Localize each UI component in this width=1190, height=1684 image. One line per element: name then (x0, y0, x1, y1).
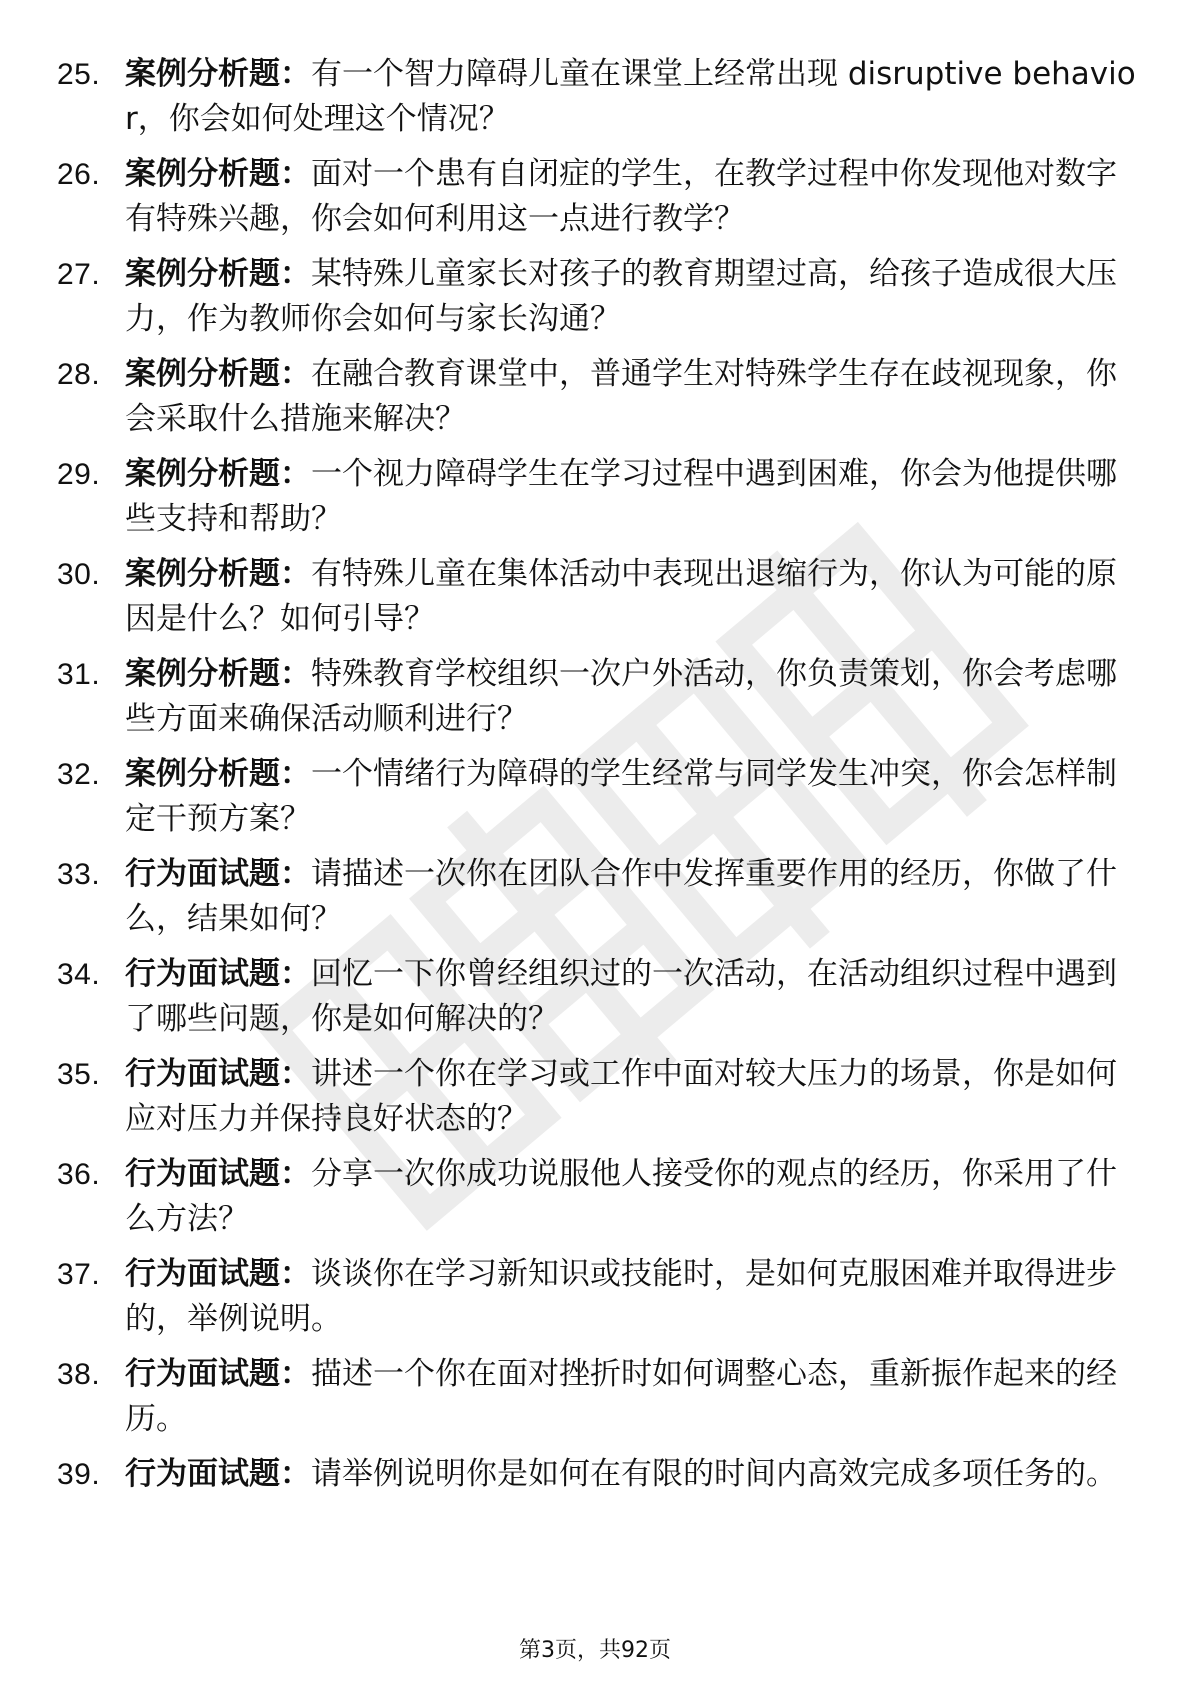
question-number: 32. (57, 758, 101, 791)
question-body (119, 1252, 1137, 1342)
question-category: 行为面试题： (125, 1456, 311, 1492)
question-text: 请举例说明你是如何在有限的时间内高效完成多项任务的。 (311, 1456, 1117, 1492)
question-text: 一个视力障碍学生在学习过程中遇到困难，你会为他提供哪些支持和帮助？ (125, 456, 1117, 537)
question-category: 案例分析题： (125, 356, 311, 392)
page-footer (0, 1636, 1190, 1666)
question-number: 28. (57, 358, 101, 391)
question-text: 描述一个你在面对挫折时如何调整心态，重新振作起来的经历。 (125, 1356, 1117, 1437)
question-number: 30. (57, 558, 101, 591)
question-text: 回忆一下你曾经组织过的一次活动，在活动组织过程中遇到了哪些问题，你是如何解决的？ (125, 956, 1117, 1037)
question-item (57, 52, 1137, 152)
question-body (119, 552, 1137, 642)
question-body (119, 652, 1137, 742)
question-category: 案例分析题： (125, 56, 311, 92)
question-item (57, 1152, 1137, 1252)
question-text: 分享一次你成功说服他人接受你的观点的经历，你采用了什么方法？ (125, 1156, 1117, 1237)
question-item (57, 152, 1137, 252)
question-item (57, 1252, 1137, 1352)
question-number: 29. (57, 458, 101, 491)
question-item (57, 252, 1137, 352)
question-body (119, 52, 1137, 142)
question-number: 26. (57, 158, 101, 191)
question-text: 讲述一个你在学习或工作中面对较大压力的场景，你是如何应对压力并保持良好状态的？ (125, 1056, 1117, 1137)
question-text: 面对一个患有自闭症的学生，在教学过程中你发现他对数字有特殊兴趣，你会如何利用这一点进行教学？ (125, 156, 1117, 237)
question-text: 请描述一次你在团队合作中发挥重要作用的经历，你做了什么，结果如何？ (125, 856, 1117, 937)
question-item (57, 652, 1137, 752)
question-category: 案例分析题： (125, 256, 311, 292)
question-item (57, 852, 1137, 952)
question-number: 27. (57, 258, 101, 291)
question-body (119, 152, 1137, 242)
question-number: 36. (57, 1158, 101, 1191)
question-category: 行为面试题： (125, 1256, 311, 1292)
question-item (57, 452, 1137, 552)
question-body (119, 1352, 1137, 1442)
question-item (57, 352, 1137, 452)
question-category: 案例分析题： (125, 656, 311, 692)
question-text: 有特殊儿童在集体活动中表现出退缩行为，你认为可能的原因是什么？如何引导？ (125, 556, 1117, 637)
question-item (57, 1352, 1137, 1452)
question-category: 行为面试题： (125, 956, 311, 992)
question-text: 特殊教育学校组织一次户外活动，你负责策划，你会考虑哪些方面来确保活动顺利进行？ (125, 656, 1117, 737)
question-item (57, 952, 1137, 1052)
question-category: 行为面试题： (125, 1356, 311, 1392)
question-category: 案例分析题： (125, 756, 311, 792)
question-text: 某特殊儿童家长对孩子的教育期望过高，给孩子造成很大压力，作为教师你会如何与家长沟通？ (125, 256, 1117, 337)
question-number: 35. (57, 1058, 101, 1091)
question-number: 38. (57, 1358, 101, 1391)
question-number: 33. (57, 858, 101, 891)
question-category: 案例分析题： (125, 456, 311, 492)
question-body (119, 1452, 1137, 1497)
question-body (119, 952, 1137, 1042)
question-category: 行为面试题： (125, 856, 311, 892)
question-body (119, 252, 1137, 342)
question-body (119, 352, 1137, 442)
question-body (119, 1052, 1137, 1142)
question-item (57, 1052, 1137, 1152)
question-item (57, 752, 1137, 852)
question-item (57, 1452, 1137, 1552)
question-number: 34. (57, 958, 101, 991)
question-number: 37. (57, 1258, 101, 1291)
question-category: 行为面试题： (125, 1056, 311, 1092)
question-number: 25. (57, 58, 101, 91)
question-body (119, 852, 1137, 942)
question-body (119, 1152, 1137, 1242)
question-text: 谈谈你在学习新知识或技能时，是如何克服困难并取得进步的，举例说明。 (125, 1256, 1117, 1337)
question-category: 案例分析题： (125, 556, 311, 592)
question-body (119, 452, 1137, 542)
question-list (57, 52, 1137, 1552)
question-text: 在融合教育课堂中，普通学生对特殊学生存在歧视现象，你会采取什么措施来解决？ (125, 356, 1117, 437)
page-number-label: 第3页，共92页 (519, 1638, 671, 1663)
question-category: 案例分析题： (125, 156, 311, 192)
question-item (57, 552, 1137, 652)
question-text: 一个情绪行为障碍的学生经常与同学发生冲突，你会怎样制定干预方案？ (125, 756, 1117, 837)
question-number: 31. (57, 658, 101, 691)
question-body (119, 752, 1137, 842)
question-number: 39. (57, 1458, 101, 1491)
question-category: 行为面试题： (125, 1156, 311, 1192)
question-text: 有一个智力障碍儿童在课堂上经常出现 disruptive behavior，你会如何处理这个情况？ (125, 56, 1136, 137)
